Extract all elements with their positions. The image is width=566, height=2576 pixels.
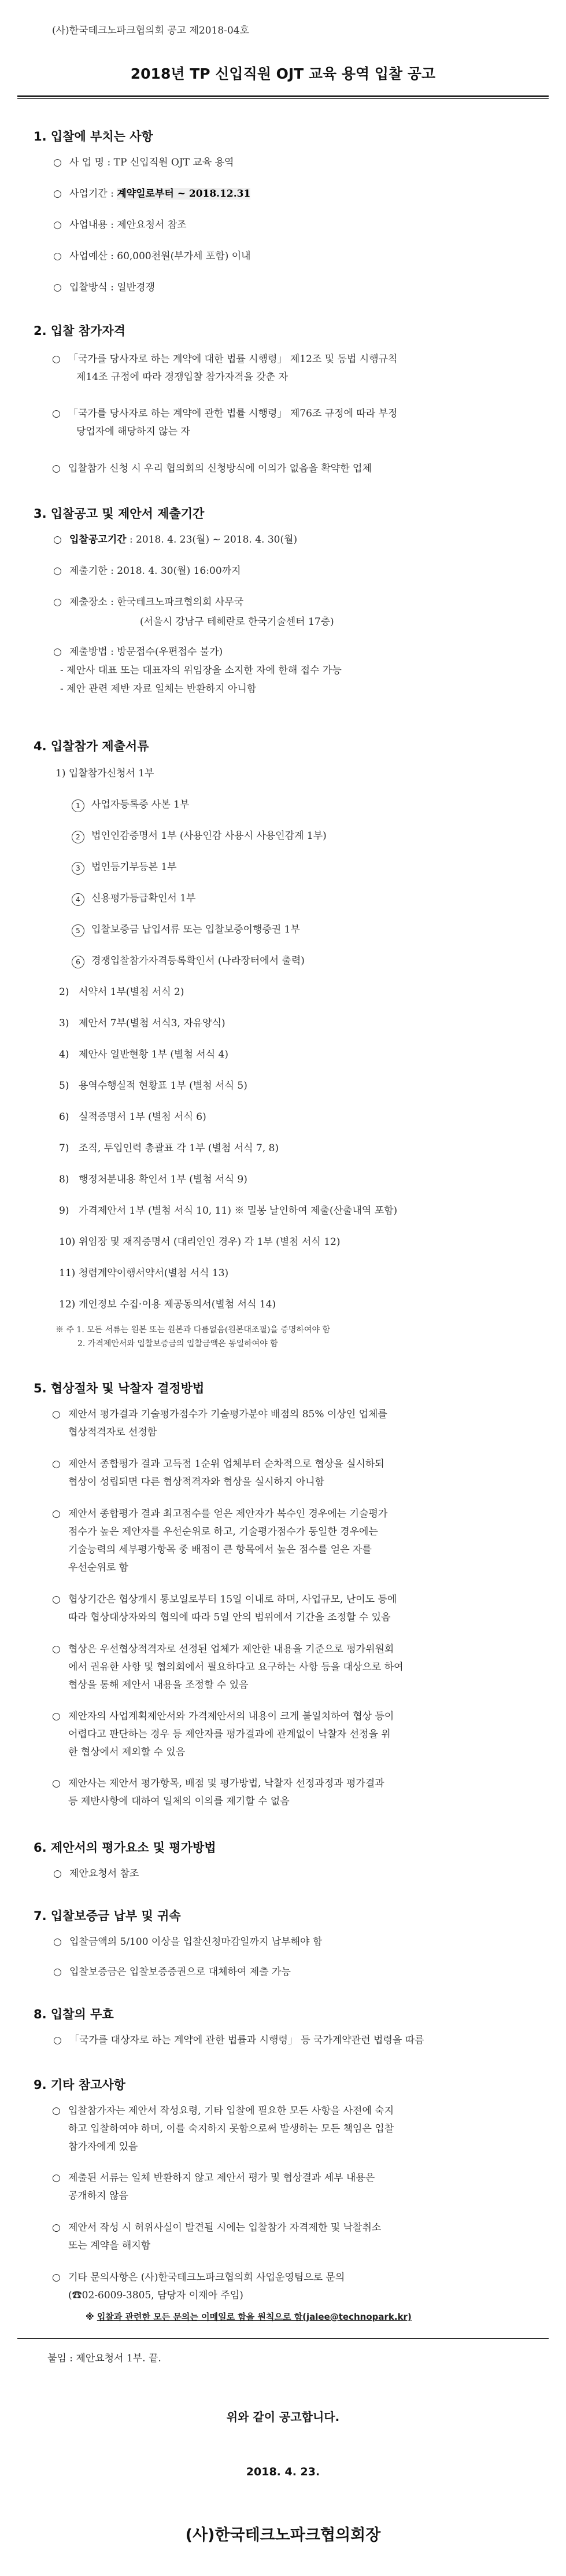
s5-item-2: 제안서 종합평가 결과 고득점 1순위 업체부터 순차적으로 협상을 실시하되 협상이 성립되면 다른 협상적격자와 협상을 실시하지 아니함 <box>68 1458 384 1488</box>
s1-item-content: ○ 사업내용 : 제안요청서 참조 <box>53 219 187 231</box>
s1-item-budget: ○ 사업예산 : 60,000천원(부가세 포함) 이내 <box>53 250 251 262</box>
s2-item-2: 「국가를 당사자로 하는 계약에 관한 법률 시행령」 제76조 규정에 따라 부정 당업자에 해당하지 않는 자 <box>68 408 398 437</box>
s9-bullet-1: ○ <box>52 2105 61 2117</box>
s1-item-method: ○ 입찰방식 : 일반경쟁 <box>53 282 155 293</box>
s4-num-9: 9) <box>59 1205 69 1217</box>
s3-deadline: ○ 제출기한 : 2018. 4. 30(월) 16:00까지 <box>53 565 241 577</box>
s4-sub-marker-1: 1 <box>72 799 84 812</box>
s4-num-6: 6) <box>59 1111 69 1123</box>
s9-bullet-3: ○ <box>52 2222 61 2234</box>
s8-item: ○ 「국가를 대상자로 하는 계약에 관한 법률과 시행령」 등 국가계약관련 법령을 따름 <box>53 2035 424 2046</box>
s4-sub-3: 법인등기부등본 1부 <box>91 861 177 873</box>
s9-bullet-2: ○ <box>52 2172 61 2184</box>
s5-bullet-2: ○ <box>52 1458 61 1470</box>
document-number: (사)한국테크노파크협의회 공고 제2018-04호 <box>52 25 250 36</box>
s4-sub-4: 신용평가등급확인서 1부 <box>91 893 196 904</box>
s7-item-2: ○ 입찰보증금은 입찰보증증권으로 대체하여 제출 가능 <box>53 1966 291 1978</box>
notice-date: 2018. 4. 23. <box>246 2466 320 2478</box>
s4-item-12: 개인정보 수집·이용 제공동의서(별첨 서식 14) <box>79 1299 276 1310</box>
s5-item-1: 제안서 평가결과 기술평가점수가 기술평가분야 배점의 85% 이상인 업체를 협상적격자로 선정함 <box>68 1409 387 1438</box>
s5-item-4: 협상기간은 협상개시 통보일로부터 15일 이내로 하며, 사업규모, 난이도 등에 따라 협상대상자와의 협의에 따라 5일 안의 범위에서 기간을 조정할 수 있음 <box>68 1594 397 1623</box>
s4-note-1: ※ 주 1. 모든 서류는 원본 또는 원본과 다름없음(원본대조필)을 증명하여야 함 <box>56 1325 330 1335</box>
s5-bullet-3: ○ <box>52 1508 61 1520</box>
attachment-line: 붙임 : 제안요청서 1부. 끝. <box>47 2353 161 2364</box>
s9-item-1: 입찰참가자는 제안서 작성요령, 기타 입찰에 필요한 모든 사항을 사전에 숙지 하고 입찰하여야 하며, 이를 숙지하지 못함으로써 발생하는 모든 책임은 입찰 참가자에게 있음 <box>68 2105 394 2153</box>
s4-item-8: 행정처분내용 확인서 1부 (별첨 서식 9) <box>79 1174 247 1185</box>
s9-bullet-4: ○ <box>52 2272 61 2283</box>
s4-item-4: 제안사 일반현황 1부 (별첨 서식 4) <box>79 1049 228 1060</box>
issuer-signature: (사)한국테크노파크협의회장 <box>185 2526 381 2544</box>
section-7-heading: 7. 입찰보증금 납부 및 귀속 <box>34 1909 181 1923</box>
s5-bullet-6: ○ <box>52 1711 61 1722</box>
s5-bullet-7: ○ <box>52 1778 61 1789</box>
s2-item-1: 「국가를 당사자로 하는 계약에 대한 법률 시행령」 제12조 및 동법 시행규칙 제14조 규정에 따라 경쟁입찰 참가자격을 갖춘 자 <box>68 353 398 383</box>
s2-bullet-2: ○ <box>52 408 61 419</box>
s4-item-9: 가격제안서 1부 (별첨 서식 10, 11) ※ 밀봉 날인하여 제출(산출내역 포함) <box>79 1205 398 1217</box>
s4-item-10: 위임장 및 재직증명서 (대리인인 경우) 각 1부 (별첨 서식 12) <box>79 1236 341 1248</box>
s2-bullet-1: ○ <box>52 353 61 365</box>
s6-item: ○ 제안요청서 참조 <box>53 1868 139 1880</box>
s9-item-2: 제출된 서류는 일체 반환하지 않고 제안서 평가 및 협상결과 세부 내용은 공개하지 않음 <box>68 2172 375 2202</box>
footer-rule <box>17 2338 549 2339</box>
s4-sub-marker-6: 6 <box>72 956 84 968</box>
s3-place: ○ 제출장소 : 한국테크노파크협의회 사무국 <box>53 596 244 608</box>
s4-sub-6: 경쟁입찰참가자격등록확인서 (나라장터에서 출력) <box>91 955 305 967</box>
s4-sub-marker-5: 5 <box>72 924 84 937</box>
s7-item-1: ○ 입찰금액의 5/100 이상을 입찰신청마감일까지 납부해야 함 <box>53 1936 323 1948</box>
s9-item-3: 제안서 작성 시 허위사실이 발견될 시에는 입찰참가 자격제한 및 낙찰취소 또는 계약을 해지함 <box>68 2222 382 2251</box>
s4-num-7: 7) <box>59 1143 69 1154</box>
section-4-heading: 4. 입찰참가 제출서류 <box>34 739 149 753</box>
s3-dash-1: - 제안사 대표 또는 대표자의 위임장을 소지한 자에 한해 접수 가능 <box>60 665 342 676</box>
s4-sub-marker-4: 4 <box>72 893 84 906</box>
s3-dash-2: - 제안 관련 제반 자료 일체는 반환하지 아니함 <box>60 683 257 695</box>
s4-item-3: 제안서 7부(별첨 서식3, 자유양식) <box>79 1018 225 1029</box>
s4-item-11: 청렴계약이행서약서(별첨 서식 13) <box>79 1267 229 1279</box>
s4-num-5: 5) <box>59 1080 69 1092</box>
s4-num-8: 8) <box>59 1174 69 1185</box>
title-rule-thick <box>17 95 549 97</box>
s3-bid-period: ○ 입찰공고기간 : 2018. 4. 23(월) ~ 2018. 4. 30(월) <box>53 534 298 546</box>
section-8-heading: 8. 입찰의 무효 <box>34 2007 114 2021</box>
s5-item-7: 제안사는 제안서 평가항목, 배점 및 평가방법, 낙찰자 선정과정과 평가결과 등 제반사항에 대하여 일체의 이의를 제기할 수 없음 <box>68 1778 384 1807</box>
section-1-heading: 1. 입찰에 부치는 사항 <box>34 130 153 143</box>
section-6-heading: 6. 제안서의 평가요소 및 평가방법 <box>34 1841 216 1855</box>
section-3-heading: 3. 입찰공고 및 제안서 제출기간 <box>34 507 205 521</box>
s3-place-detail: (서울시 강남구 테헤란로 한국기술센터 17층) <box>140 616 334 628</box>
s9-item-4: 기타 문의사항은 (사)한국테크노파크협의회 사업운영팀으로 문의 (☎02-6009-3805, 담당자 이재아 주임) <box>68 2272 345 2301</box>
s2-bullet-3: ○ <box>52 463 61 474</box>
s5-bullet-4: ○ <box>52 1594 61 1605</box>
section-5-heading: 5. 협상절차 및 낙찰자 결정방법 <box>34 1381 205 1395</box>
s4-num-12: 12) <box>59 1299 76 1310</box>
s4-item-5: 용역수행실적 현황표 1부 (별첨 서식 5) <box>79 1080 247 1092</box>
s4-num-10: 10) <box>59 1236 76 1248</box>
document-title: 2018년 TP 신입직원 OJT 교육 용역 입찰 공고 <box>130 65 436 82</box>
s3-method: ○ 제출방법 : 방문접수(우편접수 불가) <box>53 646 223 658</box>
s5-item-5: 협상은 우선협상적격자로 선정된 업체가 제안한 내용을 기준으로 평가위원회 에서 권유한 사항 및 협의회에서 필요하다고 요구하는 사항 등을 대상으로 하여 협상을 통해 제안서 내용을 조정할 수 있음 <box>68 1643 404 1691</box>
section-9-heading: 9. 기타 참고사항 <box>34 2078 125 2092</box>
s4-num-11: 11) <box>59 1267 76 1279</box>
s4-num-3: 3) <box>59 1018 69 1029</box>
s4-num-2: 2) <box>59 986 69 998</box>
s1-item-project-name: ○ 사 업 명 : TP 신입직원 OJT 교육 용역 <box>53 157 234 168</box>
s4-sub-5: 입찰보증금 납입서류 또는 입찰보증이행증권 1부 <box>91 924 300 935</box>
s5-item-3: 제안서 종합평가 결과 최고점수를 얻은 제안자가 복수인 경우에는 기술평가 점수가 높은 제안자를 우선순위로 하고, 기술평가점수가 동일한 경우에는 기술능력의 세부평가항목 중 배점이 큰 항목에서 높은 점수를 얻은 자를 우선순위로 함 <box>68 1508 388 1573</box>
s5-bullet-1: ○ <box>52 1409 61 1420</box>
s4-item-2: 서약서 1부(별첨 서식 2) <box>79 986 184 998</box>
s9-email-note: ※ 입찰과 관련한 모든 문의는 이메일로 함을 원칙으로 함(jalee@technopark.kr) <box>86 2312 412 2322</box>
closing-statement: 위와 같이 공고합니다. <box>226 2410 340 2424</box>
title-rule-thin <box>17 98 549 99</box>
s1-item-period: ○ 사업기간 : 계약일로부터 ~ 2018.12.31 <box>53 188 251 200</box>
s4-sub-1: 사업자등록증 사본 1부 <box>91 799 190 810</box>
s4-sub-2: 법인인감증명서 1부 (사용인감 사용시 사용인감계 1부) <box>91 830 327 842</box>
s4-item-7: 조직, 투입인력 총괄표 각 1부 (별첨 서식 7, 8) <box>79 1143 279 1154</box>
s2-item-3: 입찰참가 신청 시 우리 협의회의 신청방식에 이의가 없음을 확약한 업체 <box>68 463 372 474</box>
s4-sub-marker-3: 3 <box>72 862 84 875</box>
s4-num-4: 4) <box>59 1049 69 1060</box>
section-2-heading: 2. 입찰 참가자격 <box>34 324 125 338</box>
s4-note-2: 2. 가격제안서와 입찰보증금의 입찰금액은 동일하여야 함 <box>77 1339 278 1348</box>
s4-item-6: 실적증명서 1부 (별첨 서식 6) <box>79 1111 206 1123</box>
s5-item-6: 제안자의 사업계획제안서와 가격제안서의 내용이 크게 불일치하여 협상 등이 어렵다고 판단하는 경우 등 제안자를 평가결과에 관계없이 낙찰자 선정을 위 한 협상에서 제외할 수 있음 <box>68 1711 394 1758</box>
s4-sub-marker-2: 2 <box>72 831 84 843</box>
s4-item-1: 1) 입찰참가신청서 1부 <box>56 768 154 779</box>
s5-bullet-5: ○ <box>52 1643 61 1655</box>
